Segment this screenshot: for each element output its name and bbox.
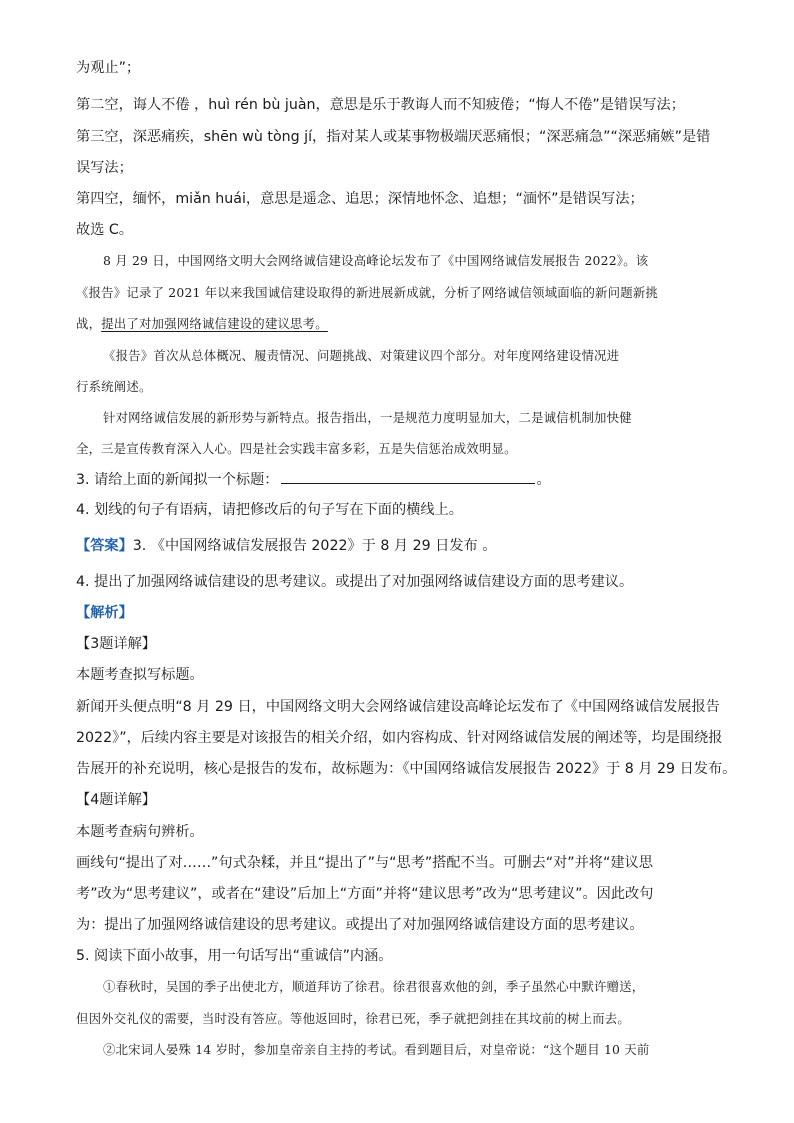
question-3-end: 。 [536,472,551,488]
text-line: 新闻开头便点明“8 月 29 日，中国网络文明大会网络诚信建设高峰论坛发布了《中国网络诚信发展报告 [76,699,720,715]
story-line: ②北宋词人晏殊 14 岁时，参加皇帝亲自主持的考试。看到题目后，对皇帝说：“这个题目 10 天前 [103,1042,650,1057]
text-line: 为观止”； [76,60,141,76]
text-line: 2022》”，后续内容主要是对该报告的相关介绍，如内容构成、针对网络诚信发展的阐述等，均是围绕报 [76,730,723,746]
question-5: 5. 阅读下面小故事，用一句话写出“重诚信”内涵。 [76,948,393,964]
story-line: ①春秋时，吴国的季子出使北方，顺道拜访了徐君。徐君很喜欢他的剑，季子虽然心中默许赠送， [103,979,645,994]
news-paragraph-line [76,314,328,334]
question-4: 4. 划线的句子有语病，请把修改后的句子写在下面的横线上。 [76,502,463,518]
text-line: 为：提出了加强网络诚信建设的思考建议。或提出了对加强网络诚信建设方面的思考建议。 [76,917,644,933]
news-paragraph-line: 针对网络诚信发展的新形势与新特点。报告指出，一是规范力度明显加大，二是诚信机制加快健 [103,410,632,425]
answer-4: 4. 提出了加强网络诚信建设的思考建议。或提出了对加强网络诚信建设方面的思考建议。 [76,574,634,590]
news-paragraph-line: 8 月 29 日，中国网络文明大会网络诚信建设高峰论坛发布了《中国网络诚信发展报告 2022》。该 [103,253,649,268]
news-paragraph-line: 《报告》记录了 2021 年以来我国诚信建设取得的新进展新成就，分析了网络诚信领域面临的新问题新挑 [76,285,659,300]
text-line: 本题考查病句辨析。 [76,824,204,840]
text-line: 误写法； [76,160,133,176]
answer-tag: 【答案】 [76,538,133,554]
news-paragraph-line: 行系统阐述。 [76,379,152,394]
text-line: 第三空，深恶痛疾，shēn wù tòng jí，指对某人或某事物极端厌恶痛恨；“深恶痛急”“深恶痛嫉”是错 [76,129,711,145]
text-line: 本题考查拟写标题。 [76,667,204,683]
question-3 [76,469,551,490]
answer-blank[interactable] [281,469,535,484]
underlined-sentence: 提出了对加强网络诚信建设的建议思考。 [101,316,328,331]
story-line: 但因外交礼仪的需要，当时没有答应。等他返回时，徐君已死，季子就把剑挂在其坟前的树上而去。 [76,1011,630,1026]
text-line: 故选 C。 [76,222,133,238]
question-3-text: 3. 请给上面的新闻拟一个标题： [76,472,279,488]
news-paragraph-line: 全，三是宣传教育深入人心。四是社会实践丰富多彩，五是失信惩治成效明显。 [76,441,517,456]
text-line: 画线句“提出了对……”句式杂糅，并且“提出了”与“思考”搭配不当。可删去“对”并将“建议思 [76,855,653,871]
text-line: 第四空，缅怀，miǎn huái，意思是遥念、追思；深情地怀念、追想；“湎怀”是错误写法； [76,191,644,207]
section-heading: 【3题详解】 [76,636,156,652]
text-line: 告展开的补充说明，核心是报告的发布，故标题为：《中国网络诚信发展报告 2022》于 8 月 29 日发布。 [76,761,737,777]
news-text: 战， [76,316,102,331]
text-line: 考”改为“思考建议”，或者在“建设”后加上“方面”并将“建议思考”改为“思考建议”。因此改句 [76,886,654,902]
section-heading: 【4题详解】 [76,792,156,808]
answer-3: 3. 《中国网络诚信发展报告 2022》于 8 月 29 日发布 。 [132,538,497,554]
text-line: 第二空，诲人不倦 ，huì rén bù juàn，意思是乐于教诲人而不知疲倦；“悔人不倦”是错误写法； [76,97,685,113]
answer-line [76,536,496,556]
analysis-tag: 【解析】 [76,605,133,621]
news-paragraph-line: 《报告》首次从总体概况、履责情况、问题挑战、对策建议四个部分。对年度网络建设情况进 [103,348,620,363]
